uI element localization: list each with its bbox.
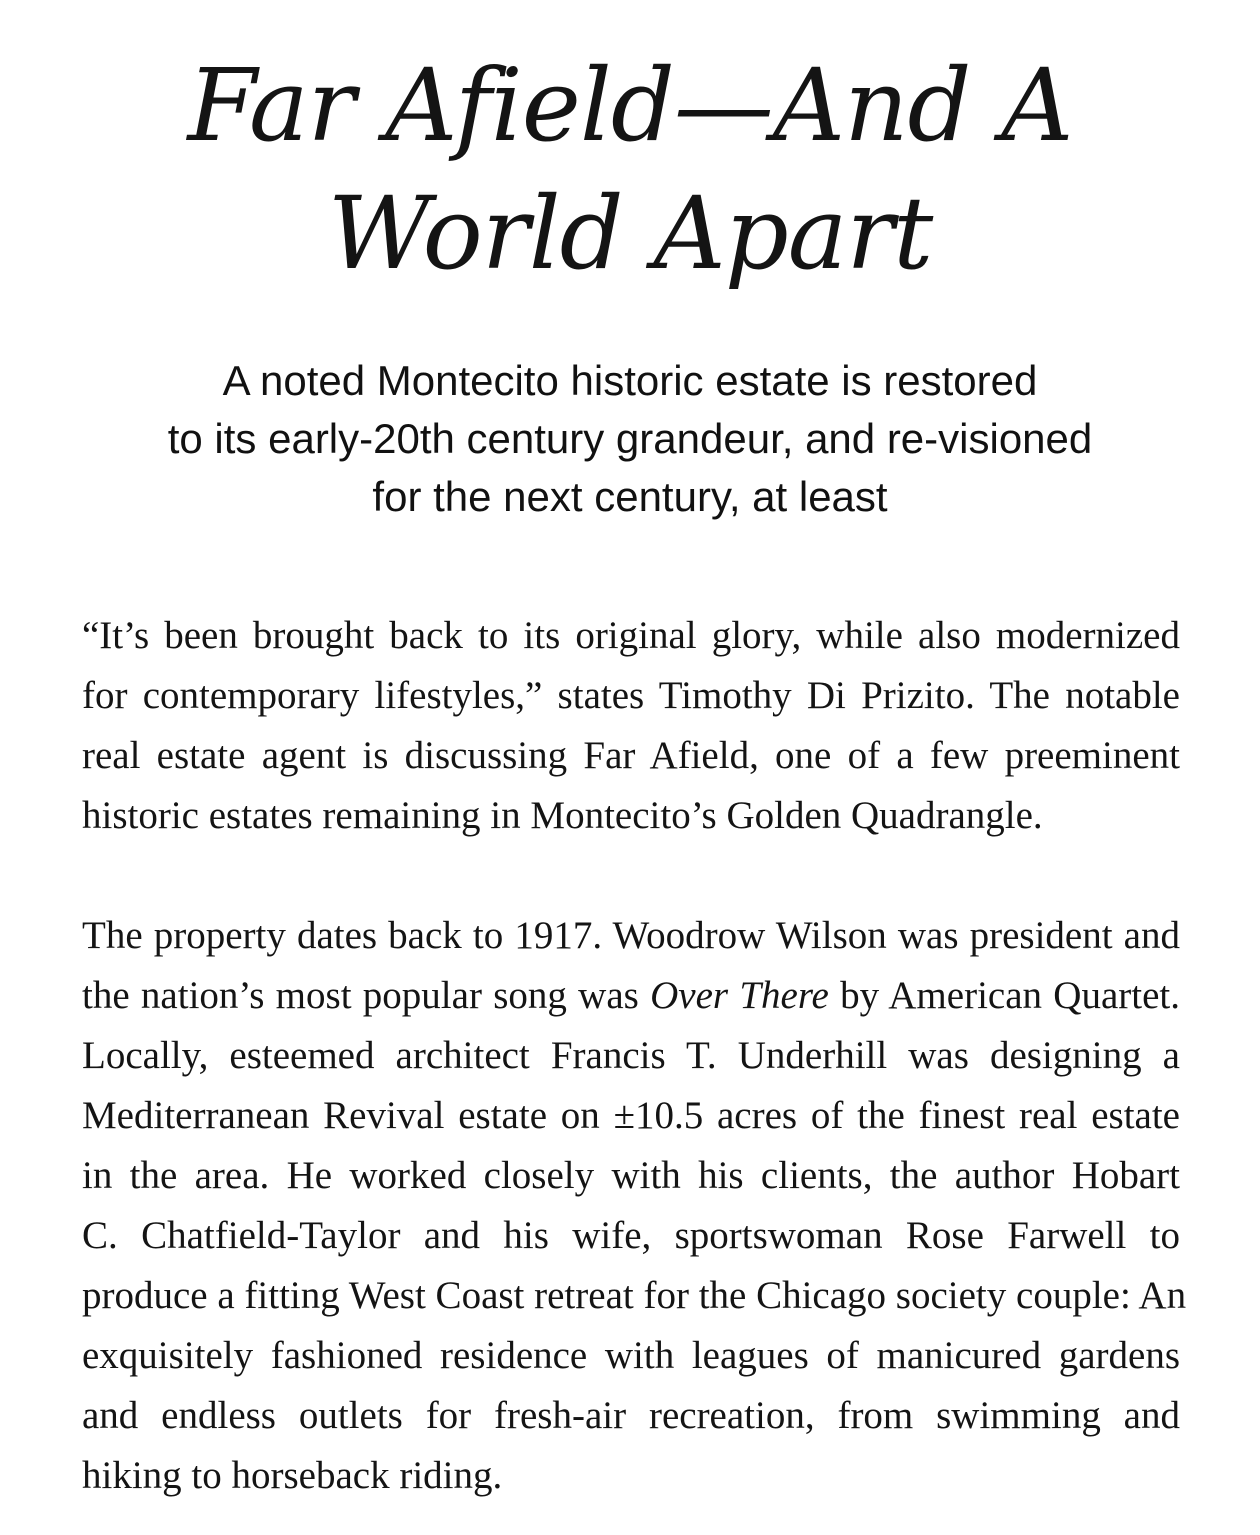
paragraph-2-line-1: The property dates back to 1917. Woodrow Wilson was president and xyxy=(82,914,1180,957)
paragraph-1-line-1: “It’s been brought back to its original glory, while also modernized xyxy=(82,614,1180,657)
paragraph-2 xyxy=(82,906,1187,1506)
paragraph-2-line-7: produce a fitting West Coast retreat for the Chicago society couple: An xyxy=(82,1274,1187,1317)
song-title: Over There xyxy=(650,974,829,1017)
paragraph-1-line-3: real estate agent is discussing Far Afield, one of a few preeminent xyxy=(82,734,1180,777)
article-title xyxy=(80,42,1180,298)
paragraph-2-line-2-end: by American Quartet. xyxy=(828,974,1180,1017)
subtitle-line-3: for the next century, at least xyxy=(372,473,888,520)
subtitle-line-2: to its early-20th century grandeur, and re-visioned xyxy=(167,415,1093,462)
paragraph-2-line-9: and endless outlets for fresh-air recreation, from swimming and xyxy=(82,1394,1180,1437)
paragraph-2-line-6: C. Chatfield-Taylor and his wife, sportswoman Rose Farwell to xyxy=(82,1214,1180,1257)
title-line-1: Far Afield—And A xyxy=(187,47,1073,164)
paragraph-2-line-4: Mediterranean Revival estate on ±10.5 acres of the finest real estate xyxy=(82,1094,1180,1137)
paragraph-1-line-2: for contemporary lifestyles,” states Timothy Di Prizito. The notable xyxy=(82,674,1180,717)
paragraph-1 xyxy=(82,606,1180,846)
article-subtitle xyxy=(70,352,1190,526)
title-line-2: World Apart xyxy=(327,175,933,292)
paragraph-1-line-4: historic estates remaining in Montecito’s Golden Quadrangle. xyxy=(82,794,1043,837)
paragraph-2-line-8: exquisitely fashioned residence with leagues of manicured gardens xyxy=(82,1334,1180,1377)
paragraph-2-line-3: Locally, esteemed architect Francis T. Underhill was designing a xyxy=(82,1034,1180,1077)
paragraph-2-line-2-start: the nation’s most popular song was xyxy=(82,974,651,1017)
paragraph-2-line-2 xyxy=(82,966,1180,1026)
paragraph-2-line-5: in the area. He worked closely with his clients, the author Hobart xyxy=(82,1154,1180,1197)
subtitle-line-1: A noted Montecito historic estate is restored xyxy=(222,357,1038,404)
paragraph-2-line-10: hiking to horseback riding. xyxy=(82,1454,503,1497)
